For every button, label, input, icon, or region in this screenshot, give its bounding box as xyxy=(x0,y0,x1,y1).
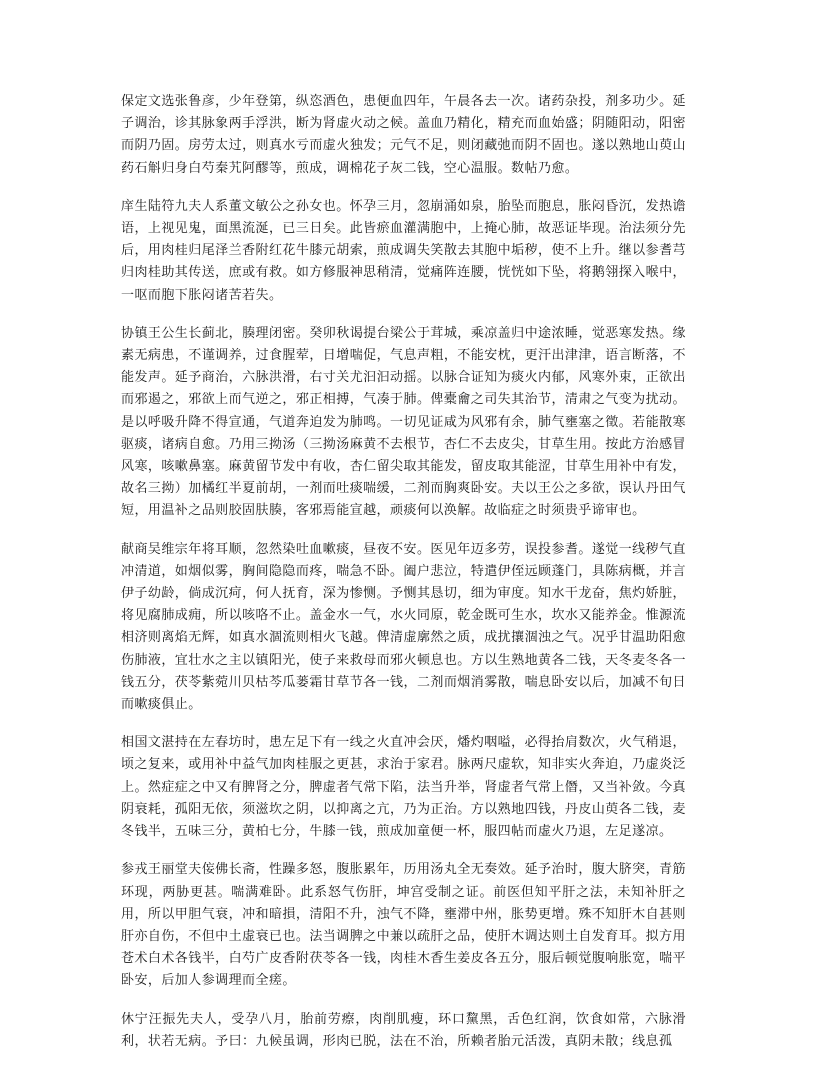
case-paragraph-2: 庠生陆符九夫人系董文敏公之孙女也。怀孕三月，忽崩涌如泉，胎坠而胞息，胀闷昏沉，发热谵语，上视见鬼，面黑流涎，已三日矣。此皆瘀血灌满胞中，上掩心肺，故恶证毕现。治法须分先后，用肉桂归尾泽兰香附红花牛膝元胡索，煎成调失笑散去其胞中垢秽，使不上升。继以参耆芎归肉桂助其传送，庶或有救。如方修服神思稍清，觉痛阵连腰，恍恍如下坠，将鹅翎探入喉中，一呕而胞下胀闷诸苦若失。 xyxy=(121,198,686,303)
case-paragraph-1: 保定文选张鲁彦，少年登第，纵恣酒色，患便血四年，午晨各去一次。诸药杂投，剂多功少。延子调治，诊其脉象两手浮洪，断为肾虚火动之候。盖血乃精化，精充而血始盛；阴随阳动，阳密而阴乃固。房劳太过，则真水亏而虚火独发；元气不足，则闭藏弛而阴不固也。遂以熟地山萸山药石斛归身白芍秦艽阿醪等，煎成，调棉花子灰二钱，空心温服。数帖乃愈。 xyxy=(121,94,686,176)
document-page xyxy=(121,91,686,1069)
case-paragraph-6: 参戎王丽堂夫侫佛长斋，性躁多怒，腹胀累年，历用汤丸全无奏效。延予治时，腹大脐突，青筋环现，两胁更甚。喘满难卧。此系怒气伤肝，坤宫受制之证。前医但知平肝之法，未知补肝之用，所以甲胆气衰，冲和暗損，清阳不升，浊气不降，壅滞中州，胀势更增。殊不知肝木自甚则肝亦自伤，不但中土虚衰已也。法当调脾之中兼以疏肝之品，使肝木调达则土自发育耳。拟方用苍术白术各钱半，白芍广皮香附茯苓各一钱，肉桂木香生姜皮各五分，服后顿觉腹响胀宽，喘平卧安，后加人参调理而全瘥。 xyxy=(121,862,686,989)
case-paragraph-3: 协镇王公生长蓟北，腠理闭密。癸卯秋谒提台梁公于茸城，乘凉盖归中途浓睡，觉恶寒发热。缘素无病患，不谨调养，过食腥荤，日增喘促，气息声粗，不能安枕，更汗出津津，语言断落，不能发声。延予商治，六脉洪滑，右寸关尤汩汩动摇。以脉合证知为痰火内郁，风寒外束，正欲出而邪遏之，邪欲上而气逆之，邪正相搏，气凑于肺。俾橐龠之司失其治节，清肃之气变为扰动。是以呼吸升降不得宣通，气道奔迫发为肺鸣。一切见证咸为风邪有余，肺气壅塞之徵。若能散寒驱痰，诸病自愈。乃用三拗汤（三拗汤麻黄不去根节，杏仁不去皮尖，甘草生用。按此方治感冒风寒，咳嗽鼻塞。麻黄留节发中有收，杏仁留尖取其能发，留皮取其能涩，甘草生用补中有发，故名三拗）加橘红半夏前胡，一剂而吐痰喘缓，二剂而胸爽卧安。夫以王公之多欲，误认丹田气短，用温补之品则胶固肤腠，客邪焉能宣越，顽痰何以涣解。故临症之时须贵乎谛审也。 xyxy=(121,325,686,519)
case-paragraph-7: 休宁汪振先夫人，受孕八月，胎前劳瘵，肉削肌瘦，环口黧黑，舌色红润，饮食如常，六脉滑利，状若无病。予曰：九候虽调，形肉已脱，法在不治，所赖者胎元活泼，真阴未散；线息孤 xyxy=(121,1011,686,1049)
case-paragraph-5: 相国文湛持在左春坊时，患左足下有一线之火直冲会厌，燔灼咽嗌，必得抬肩数次，火气稍退，顷之复来，或用补中益气加肉桂服之更甚，求治于家君。脉两尺虚软，知非实火奔迫，乃虚炎泛上。然症症之中又有脾肾之分，脾虚者气常下陷，法当升举，肾虚者气常上僭，又当补敛。今真阴衰耗，孤阳无依，须滋坎之阴，以抑离之亢，乃为正治。方以熟地四钱，丹皮山萸各二钱，麦冬钱半，五味三分，黄柏七分，牛膝一钱，煎成加童便一杯，服四帖而虚火乃退，左足遂凉。 xyxy=(121,735,686,840)
case-paragraph-4: 献商吴维宗年将耳顺，忽然染吐血嗽痰，昼夜不安。医见年迈多劳，误投参耆。遂觉一线秽气直冲清道，如烟似雾，胸间隐隐而疼，喘急不卧。阖户悲泣，特遣伊侄远顾蓬门，具陈病概，并言伊子幼龄，倘成沉疴，何人抚育，深为惨恻。予恻其恳切，细为审度。知水干龙奋，焦灼娇脏，将见腐肺成痈，所以咳咯不止。盖金水一气，水火同原，乾金既可生水，坎水又能养金。惟源流相济则离焰无辉，如真水涸流则相火飞越。俾清虚廓然之质，成扰攘涸浊之气。况乎甘温助阳愈伤肺液，宜壮水之主以镇阳光，使子来救母而邪火顿息也。方以生熟地黄各二钱，天冬麦冬各一钱五分，茯苓紫菀川贝枯芩瓜蒌霜甘草节各一钱，二剂而烟消雾散，喘息卧安以后，加减不旬日而嗽痰俱止。 xyxy=(121,541,686,713)
